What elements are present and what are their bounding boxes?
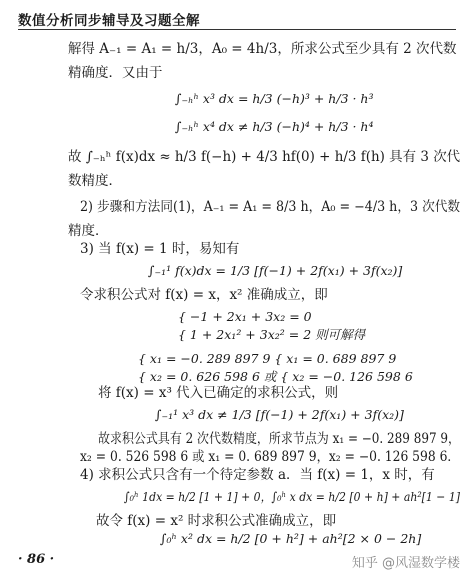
text-line: x₂ = 0. 526 598 6 或 x₁ = 0. 689 897 9，x₂ = −0. 126 598 6．: [80, 449, 460, 465]
text-line: 精确度．又由于: [68, 65, 163, 81]
equation-line: ∫₀ʰ x² dx = h/2 [0 + h²] + ah²[2 × 0 − 2h]: [160, 531, 422, 546]
equation-line: ∫₋₁¹ f(x)dx = 1/3 [f(−1) + 2f(x₁) + 3f(x₂)]: [148, 263, 403, 278]
text-line: 故令 f(x) = x² 时求积公式准确成立，即: [96, 513, 337, 529]
equation-line: ∫₋₁¹ x³ dx ≠ 1/3 [f(−1) + 2f(x₁) + 3f(x₂)]: [155, 407, 404, 422]
equation-line: { x₂ = 0. 626 598 6 或 { x₂ = −0. 126 598 6: [138, 369, 413, 384]
text-line: 3) 当 f(x) = 1 时，易知有: [80, 241, 240, 257]
text-line: 4) 求积公式只含有一个待定参数 a．当 f(x) = 1，x 时，有: [80, 467, 435, 483]
page-number: · 86 ·: [18, 552, 55, 567]
equation-line: { −1 + 2x₁ + 3x₂ = 0: [178, 309, 312, 324]
text-line: 精度．: [68, 223, 109, 239]
running-header: 数值分析同步辅导及习题全解: [18, 13, 200, 29]
watermark: 知乎 @风湿数学楼: [351, 556, 460, 571]
text-line: 解得 A₋₁ = A₁ = h/3，A₀ = 4h/3，所求公式至少具有 2 次代数: [68, 41, 457, 57]
text-line: 数精度．: [68, 173, 122, 189]
equation-line: { x₁ = −0. 289 897 9 { x₁ = 0. 689 897 9: [138, 351, 397, 366]
header-rule: [18, 29, 456, 30]
equation-line: { 1 + 2x₁² + 3x₂² = 2 则可解得: [178, 327, 366, 342]
text-line: 将 f(x) = x³ 代入已确定的求积公式，则: [98, 385, 339, 401]
text-line: 令求积公式对 f(x) = x，x² 准确成立，即: [80, 287, 328, 303]
equation-line: ∫₋ₕʰ x⁴ dx ≠ h/3 (−h)⁴ + h/3 · h⁴: [175, 119, 374, 134]
text-line: 故求积公式具有 2 次代数精度，所求节点为 x₁ = −0. 289 897 9，: [98, 431, 460, 447]
text-line: 故 ∫₋ₕʰ f(x)dx ≈ h/3 f(−h) + 4/3 hf(0) + h/3 f(h) 具有 3 次代: [68, 149, 461, 165]
text-line: 2) 步骤和方法同(1)，A₋₁ = A₁ = 8/3 h，A₀ = −4/3 h，3 次代数: [80, 199, 461, 215]
equation-line: ∫₀ʰ 1dx = h/2 [1 + 1] + 0，∫₀ʰ x dx = h/2 [0 + h] + ah²[1 − 1]: [124, 489, 461, 504]
equation-line: ∫₋ₕʰ x³ dx = h/3 (−h)³ + h/3 · h³: [175, 91, 374, 106]
